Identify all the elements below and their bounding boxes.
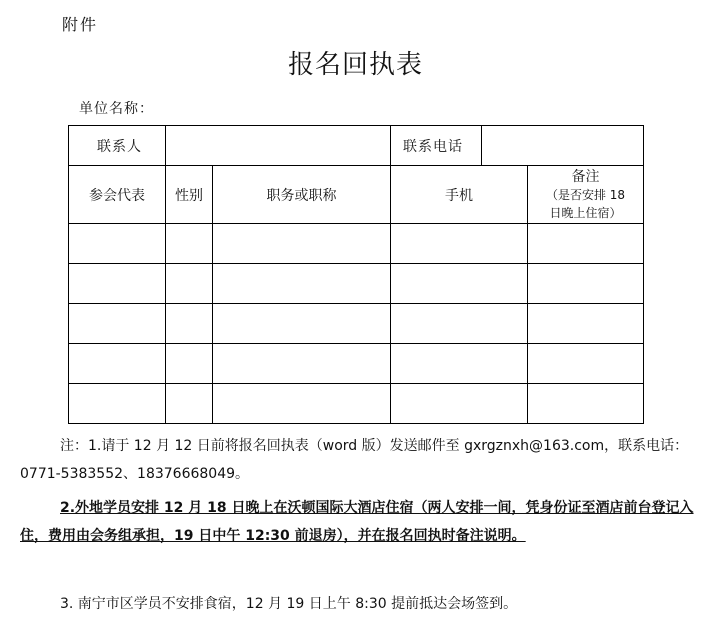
contact-person-cell[interactable] — [166, 126, 391, 166]
remark-cell[interactable] — [528, 264, 644, 304]
representative-cell[interactable] — [69, 304, 166, 344]
header-remark — [528, 166, 644, 224]
note-1: 注：1.请于 12 月 12 日前将报名回执表（word 版）发送邮件至 gxrgznxh@163.com，联系电话：0771-5383552、18376668049。 — [20, 438, 689, 482]
position-cell[interactable] — [213, 264, 391, 304]
contact-row — [69, 126, 644, 166]
remark-cell[interactable] — [528, 384, 644, 424]
mobile-cell[interactable] — [391, 224, 528, 264]
note-2: 2.外地学员安排 12 月 18 日晚上在沃顿国际大酒店住宿（两人安排一间，凭身份证至酒店前台登记入住，费用由会务组承担，19 日中午 12:30 前退房），并在报名回执时备注说明。 — [20, 500, 694, 544]
gender-cell[interactable] — [166, 304, 213, 344]
remark-cell[interactable] — [528, 304, 644, 344]
header-gender: 性别 — [166, 166, 213, 224]
contact-phone-cell[interactable] — [482, 126, 643, 165]
mobile-cell[interactable] — [391, 304, 528, 344]
attachment-label: 附件 — [62, 15, 99, 34]
remark-cell[interactable] — [528, 344, 644, 384]
table-row — [69, 344, 644, 384]
table-row — [69, 264, 644, 304]
remark-note-line-1: （是否安排 18 — [545, 187, 626, 202]
page-title: 报名回执表 — [287, 50, 423, 80]
header-mobile: 手机 — [391, 166, 528, 224]
representative-cell[interactable] — [69, 224, 166, 264]
representative-cell[interactable] — [69, 264, 166, 304]
gender-cell[interactable] — [166, 264, 213, 304]
unit-name-label: 单位名称： — [79, 101, 154, 117]
contact-phone-label: 联系电话 — [391, 126, 482, 165]
table-row — [69, 384, 644, 424]
remark-cell[interactable] — [528, 224, 644, 264]
mobile-cell[interactable] — [391, 384, 528, 424]
table-row — [69, 304, 644, 344]
position-cell[interactable] — [213, 224, 391, 264]
position-cell[interactable] — [213, 344, 391, 384]
position-cell[interactable] — [213, 304, 391, 344]
representative-cell[interactable] — [69, 384, 166, 424]
header-position: 职务或职称 — [213, 166, 391, 224]
note-3: 3. 南宁市区学员不安排食宿，12 月 19 日上午 8:30 提前抵达会场签到。 — [60, 596, 518, 612]
header-row — [69, 166, 644, 224]
remark-title: 备注 — [571, 168, 600, 185]
table-row — [69, 224, 644, 264]
gender-cell[interactable] — [166, 224, 213, 264]
contact-phone-group — [391, 126, 644, 166]
contact-person-label: 联系人 — [69, 126, 166, 166]
mobile-cell[interactable] — [391, 344, 528, 384]
gender-cell[interactable] — [166, 384, 213, 424]
header-representative: 参会代表 — [69, 166, 166, 224]
registration-table — [68, 125, 644, 424]
remark-note-line-2: 日晚上住宿） — [549, 205, 622, 220]
gender-cell[interactable] — [166, 344, 213, 384]
mobile-cell[interactable] — [391, 264, 528, 304]
position-cell[interactable] — [213, 384, 391, 424]
representative-cell[interactable] — [69, 344, 166, 384]
